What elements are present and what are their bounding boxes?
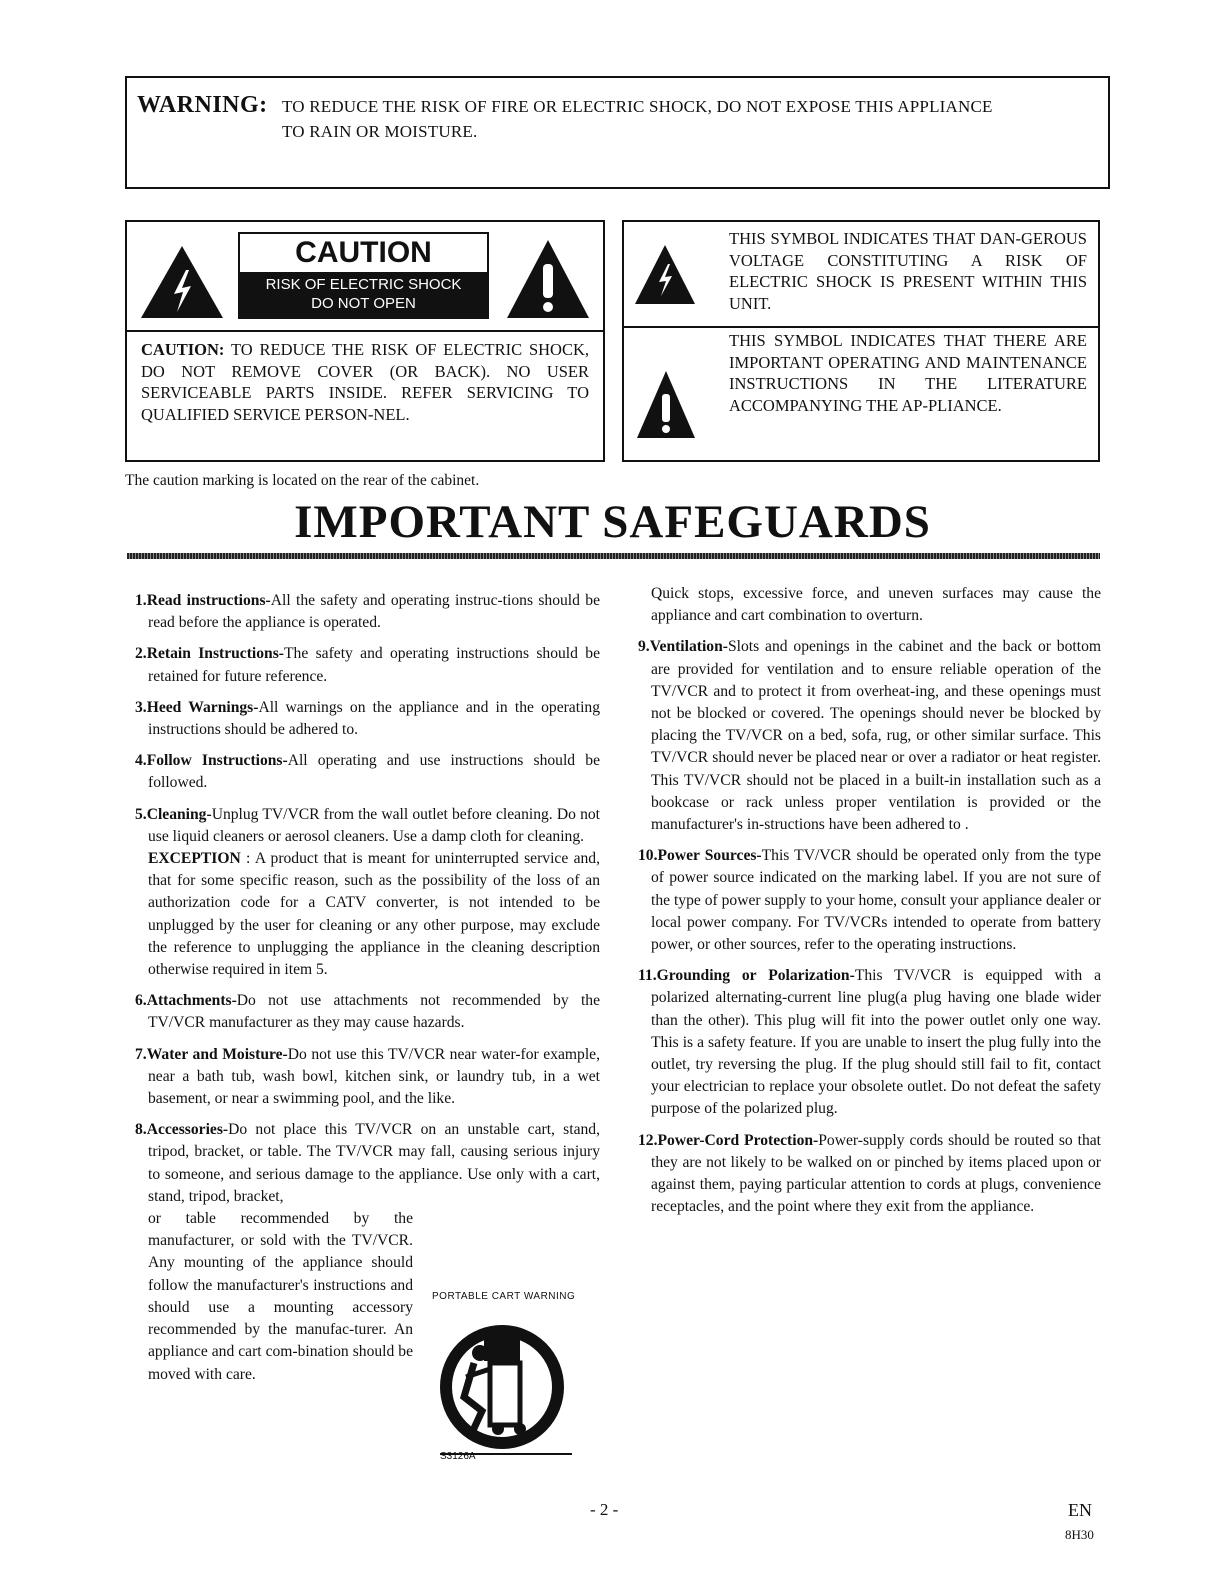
item-heading: 12.Power-Cord Protection- (638, 1131, 819, 1149)
document-code: 8H30 (1065, 1527, 1094, 1542)
page-title: IMPORTANT SAFEGUARDS (294, 496, 931, 548)
caution-header (127, 222, 603, 332)
item-body: The safety and operating instructions should be retained for future reference. (148, 645, 600, 685)
portable-cart-warning-icon (436, 1307, 572, 1462)
item-body: Do not use attachments not recommended by the TV/VCR manufacturer as they may cause hazards. (148, 992, 600, 1032)
list-item (135, 804, 600, 848)
caution-text-label: CAUTION: (141, 340, 225, 359)
item-body: Power-supply cords should be routed so that they are not likely to be walked on or pinched by items placed upon or against them, paying particular attention to cords at plugs, convenience receptacles, and the point where they exit from the appliance. (651, 1131, 1101, 1216)
item-body: Slots and openings in the cabinet and the back or bottom are provided for ventilation and to ensure reliable operation of the TV/VCR and to protect it from overheat-ing, and these openings must not be blocked or covered. The openings should never be blocked by placing the TV/VCR on a bed, sofa, rug, or other similar surface. This TV/VCR should never be placed near or over a radiator or heat register. This TV/VCR should not be placed in a built-in installation such as a bookcase or rack unless proper ventilation is provided or the manufacturer's in-structions have been adhered to . (651, 638, 1101, 834)
exclamation-symbol-text: THIS SYMBOL INDICATES THAT THERE ARE IMPORTANT OPERATING AND MAINTENANCE INSTRUCTIONS IN THE LITERATURE ACCOMPANYING THE AP-PLIANCE. (729, 331, 1087, 415)
list-item (638, 636, 1101, 836)
list-item (135, 590, 600, 634)
item-heading: 6.Attachments- (135, 992, 237, 1010)
item-heading: 8.Accessories- (135, 1121, 229, 1139)
exception-paragraph (135, 848, 600, 981)
list-item (638, 1130, 1101, 1219)
list-item (135, 750, 600, 794)
item-body: Do not place this TV/VCR on an unstable cart, stand, tripod, bracket, or table. The TV/VCR may fall, causing serious injury to someone, and serious damage to the appliance. Use only with a cart, stand, tripod, bracket, (148, 1121, 600, 1205)
right-column (638, 583, 1101, 1227)
symbol-explanation-box (622, 220, 1100, 462)
lightning-triangle-icon (634, 244, 696, 306)
list-item (638, 845, 1101, 956)
caution-bar-line1: RISK OF ELECTRIC SHOCK (265, 276, 462, 293)
warning-text-line2: TO RAIN OR MOISTURE. (282, 122, 478, 141)
item-body: This TV/VCR is equipped with a polarized alternating-current line plug(a plug having one blade wider than the other). This plug will fit into the power outlet only one way. This is a safety feature. If you are unable to insert the plug fully into the outlet, try reversing the plug. If the plug should still fail to fit, contact your electrician to replace your obsolete outlet. Do not defeat the safety purpose of the polarized plug. (651, 967, 1101, 1118)
item-heading: 3.Heed Warnings- (135, 698, 259, 716)
language-code: EN (1068, 1500, 1092, 1520)
page-number: - 2 - (590, 1500, 619, 1519)
item-heading: 7.Water and Moisture- (135, 1045, 288, 1063)
divider (624, 326, 1098, 328)
caution-bar-line2: DO NOT OPEN (311, 295, 416, 312)
caution-text-body: TO REDUCE THE RISK OF ELECTRIC SHOCK, DO NOT REMOVE COVER (OR BACK). NO USER SERVICEABLE PARTS INSIDE. REFER SERVICING TO QUALIFIED SERVICE PERSON-NEL. (141, 340, 590, 424)
item-heading: 9.Ventilation- (638, 638, 728, 656)
left-column (135, 590, 600, 1386)
item-heading: 5.Cleaning- (135, 805, 212, 823)
item-body: Do not use this TV/VCR near water-for example, near a bath tub, wash bowl, kitchen sink, or laundry tub, in a wet basement, or near a swimming pool, and the like. (148, 1045, 601, 1108)
cart-warning-caption: PORTABLE CART WARNING (432, 1291, 576, 1302)
title-rule (127, 553, 1100, 559)
caution-text (141, 339, 589, 425)
exclamation-triangle-icon (505, 238, 591, 320)
caution-label (238, 232, 489, 319)
caution-location-note: The caution marking is located on the rear of the cabinet. (125, 472, 480, 489)
item-body: Unplug TV/VCR from the wall outlet before cleaning. Do not use liquid cleaners or aerosol cleaners. Use a damp cloth for cleaning. (148, 805, 600, 845)
item-heading: 4.Follow Instructions- (135, 752, 288, 770)
item-body: This TV/VCR should be operated only from the type of power source indicated on the marking label. If you are not sure of the type of power supply to your home, consult your appliance dealer or local power company. For TV/VCRs intended to operate from battery power, or other sources, refer to the operating instructions. (651, 847, 1101, 954)
list-item (135, 643, 600, 687)
accessories-continued-right: Quick stops, excessive force, and uneven surfaces may cause the appliance and cart combination to overturn. (651, 585, 1101, 625)
warning-label: WARNING: (137, 92, 268, 118)
item-body: All operating and use instructions should be followed. (148, 752, 600, 792)
item-body: All warnings on the appliance and in the operating instructions should be adhered to. (148, 698, 600, 739)
caution-title: CAUTION (295, 236, 432, 269)
list-item (135, 697, 600, 741)
item-heading: 2.Retain Instructions- (135, 645, 284, 663)
accessories-continued: or table recommended by the manufacturer, or sold with the TV/VCR. Any mounting of the appliance should follow the manufacturer's instructions and should use a mounting accessory recommended by the manufac-turer. An appliance and cart com-bination should be moved with care. (148, 1210, 413, 1383)
list-item (638, 965, 1101, 1120)
caution-box (125, 220, 605, 462)
list-item (135, 1119, 600, 1208)
exception-text: : A product that is meant for uninterrupted service and, that for some specific reason, such as the possibility of the loss of an authorization code for a CATV converter, is not intended to be unplugged by the user for cleaning or any other purpose, may exclude the reference to unplugging the appliance in the cleaning description otherwise required in item 5. (148, 850, 600, 979)
warning-text-line1: TO REDUCE THE RISK OF FIRE OR ELECTRIC SHOCK, DO NOT EXPOSE THIS APPLIANCE (282, 97, 993, 116)
cart-code: S3126A (440, 1451, 476, 1462)
item-heading: 10.Power Sources- (638, 847, 762, 865)
item-heading: 1.Read instructions- (135, 592, 271, 609)
exception-label: EXCEPTION (148, 850, 241, 868)
caution-bar (240, 272, 487, 317)
list-item (135, 1044, 600, 1111)
item-body: All the safety and operating instruc-tions should be read before the appliance is operated. (148, 592, 600, 632)
lightning-symbol-text: THIS SYMBOL INDICATES THAT DAN-GEROUS VOLTAGE CONSTITUTING A RISK OF ELECTRIC SHOCK IS PRESENT WITHIN THIS UNIT. (729, 229, 1087, 313)
exclamation-triangle-icon (636, 370, 696, 440)
list-item (135, 990, 600, 1034)
item-heading: 11.Grounding or Polarization- (638, 967, 855, 985)
warning-box (125, 76, 1110, 189)
lightning-triangle-icon (139, 244, 225, 320)
